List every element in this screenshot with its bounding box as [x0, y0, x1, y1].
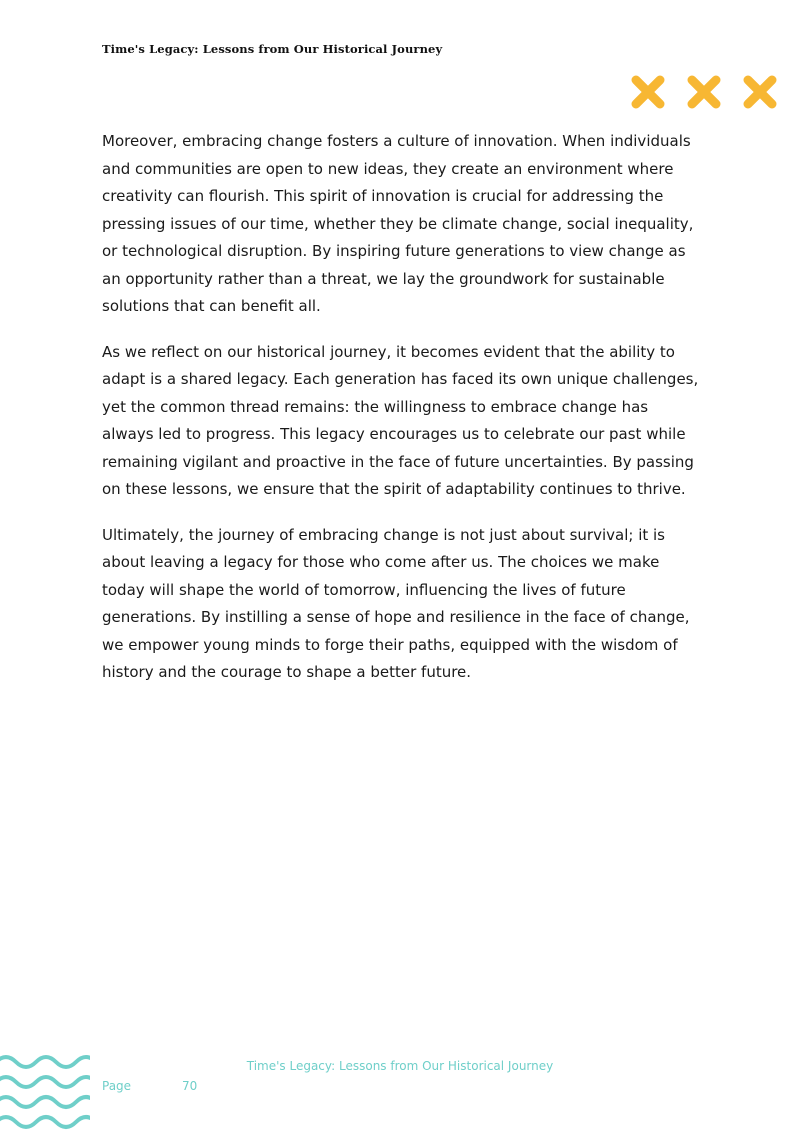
x-icon [630, 74, 666, 110]
page-number: 70 [182, 1079, 198, 1093]
footer-page-label: Page [102, 1079, 132, 1093]
running-header: Time's Legacy: Lessons from Our Historical Journey [102, 42, 443, 56]
paragraph: Ultimately, the journey of embracing change is not just about survival; it is about leaving a legacy for those who come after us. The choices we make today will shape the world of tomorrow, influencing the lives of future generations. By instilling a sense of hope and resilience in the face of change, we empower young minds to forge their paths, equipped with the wisdom of history and the courage to shape a better future. [102, 525, 690, 681]
body-text [102, 128, 702, 705]
footer-title: Time's Legacy: Lessons from Our Historical Journey [246, 1059, 554, 1073]
x-icon [742, 74, 778, 110]
x-icon [686, 74, 722, 110]
paragraph: Moreover, embracing change fosters a culture of innovation. When individuals and communities are open to new ideas, they create an environment where creativity can flourish. This spirit of innovation is crucial for addressing the pressing issues of our time, whether they be climate change, social inequality, or technological disruption. By inspiring future generations to view change as an opportunity rather than a threat, we lay the groundwork for sustainable solutions that can benefit all. [102, 132, 694, 315]
paragraph: As we reflect on our historical journey, it becomes evident that the ability to adapt is a shared legacy. Each generation has faced its own unique challenges, yet the common thread remains: the willingness to embrace change has always led to progress. This legacy encourages us to celebrate our past while remaining vigilant and proactive in the face of future uncertainties. By passing on these lessons, we ensure that the spirit of adaptability continues to thrive. [102, 342, 699, 498]
decorative-x-marks [628, 74, 788, 114]
